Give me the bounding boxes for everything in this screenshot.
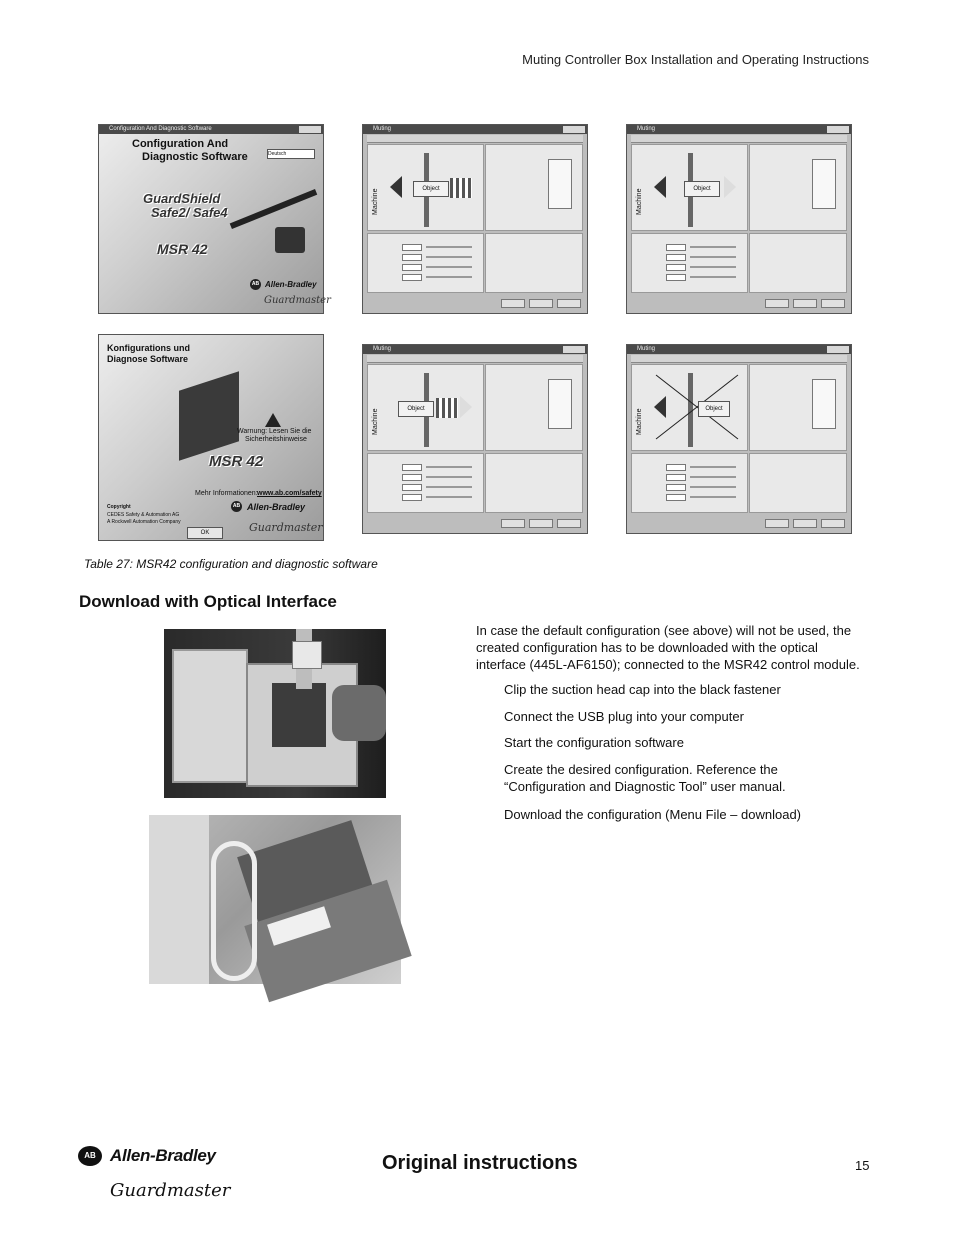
arrow-left-icon xyxy=(654,176,666,198)
allen-bradley-logo-icon: AB xyxy=(231,501,242,512)
window-controls xyxy=(563,126,585,133)
window-titlebar xyxy=(99,125,323,134)
window-titlebar xyxy=(627,345,851,354)
cancel-button xyxy=(793,519,817,528)
window-controls xyxy=(299,126,321,133)
splash-title-line2: Diagnostic Software xyxy=(142,151,248,163)
machine-label: Machine xyxy=(372,408,379,435)
additional-settings-panel xyxy=(485,233,583,293)
object-box: Object xyxy=(684,181,720,197)
safecss-box xyxy=(548,379,572,429)
step-item: Connect the USB plug into your computer xyxy=(504,709,744,724)
hand-image xyxy=(332,685,386,741)
footer-title: Original instructions xyxy=(382,1152,578,1174)
light-curtain-image xyxy=(230,189,318,229)
additional-settings-panel xyxy=(749,233,847,293)
machine-label: Machine xyxy=(636,408,643,435)
window-controls xyxy=(563,346,585,353)
product-safe: Safe2/ Safe4 xyxy=(151,205,228,220)
conveyor-pattern xyxy=(436,398,458,418)
step-item: Clip the suction head cap into the black fastener xyxy=(504,682,781,697)
copyright-heading: Copyright xyxy=(107,504,131,510)
muting-application-panel xyxy=(631,144,748,231)
guardmaster-wordmark: Guardmaster xyxy=(249,521,323,534)
help-button xyxy=(821,299,845,308)
tab-strip xyxy=(367,135,583,143)
window-controls xyxy=(827,126,849,133)
object-box: Object xyxy=(398,401,434,417)
warning-icon xyxy=(265,413,281,427)
step-item: Start the configuration software xyxy=(504,735,684,750)
product-guardshield: GuardShield xyxy=(143,191,221,206)
time-settings-panel xyxy=(631,233,748,293)
splash-title-line1: Konfigurations und xyxy=(107,343,190,353)
safety-url-link: www.ab.com/safety xyxy=(257,490,322,497)
msr42-module-image xyxy=(179,371,239,460)
enclosure-wall-image xyxy=(149,815,209,984)
screenshot-splash-german xyxy=(98,334,324,541)
screenshot-muting-3 xyxy=(362,344,588,534)
window-controls xyxy=(827,346,849,353)
machine-label: Machine xyxy=(372,188,379,215)
warning-line2: Sicherheitshinweise xyxy=(245,436,307,443)
time-settings-panel xyxy=(367,233,484,293)
guardmaster-wordmark: Guardmaster xyxy=(264,295,331,306)
ok-button xyxy=(501,299,525,308)
tab-strip xyxy=(631,355,847,363)
window-titlebar xyxy=(627,125,851,134)
photo-msr42-closeup xyxy=(149,815,401,984)
additional-settings-panel xyxy=(749,453,847,513)
photo-optical-interface-in-box xyxy=(164,629,386,798)
ok-button xyxy=(765,299,789,308)
control-module-image xyxy=(272,683,326,747)
tab-strip xyxy=(367,355,583,363)
ok-button xyxy=(765,519,789,528)
arrow-right-icon xyxy=(460,396,472,418)
screenshot-splash-english xyxy=(98,124,331,314)
copyright-line2: A Rockwell Automation Company xyxy=(107,519,181,525)
muting-application-panel xyxy=(367,364,484,451)
screenshot-muting-1 xyxy=(362,124,588,314)
connecting-diagram-panel xyxy=(485,144,583,231)
guardmaster-wordmark: Guardmaster xyxy=(110,1180,231,1201)
window-title: Configuration And Diagnostic Software xyxy=(109,126,212,132)
allen-bradley-wordmark: Allen-Bradley xyxy=(265,280,317,289)
running-header: Muting Controller Box Installation and Operating Instructions xyxy=(522,52,869,67)
window-title: Muting xyxy=(637,346,656,352)
ok-button: OK xyxy=(187,527,223,539)
help-button xyxy=(557,519,581,528)
splash-title-line2: Diagnose Software xyxy=(107,354,189,364)
screenshot-muting-2 xyxy=(626,124,852,314)
window-title: Muting xyxy=(373,346,392,352)
cancel-button xyxy=(793,299,817,308)
intro-paragraph: In case the default configuration (see above) will not be used, the created configuration has to be downloaded with the optical interface (445L-AF6150); connected to the MSR42 control module. xyxy=(476,623,860,672)
ok-button xyxy=(501,519,525,528)
object-box: Object xyxy=(698,401,730,417)
machine-label: Machine xyxy=(636,188,643,215)
cancel-button xyxy=(529,299,553,308)
product-msr42: MSR 42 xyxy=(209,453,264,470)
more-info-label: Mehr Informationen: xyxy=(195,490,258,497)
allen-bradley-logo-icon: AB xyxy=(250,279,261,290)
safecss-box xyxy=(548,159,572,209)
cancel-button xyxy=(529,519,553,528)
page-number: 15 xyxy=(855,1158,870,1173)
msr42-module-image xyxy=(275,227,305,253)
conveyor-pattern xyxy=(450,178,472,198)
language-select: Deutsch xyxy=(267,149,315,159)
help-button xyxy=(821,519,845,528)
arrow-left-icon xyxy=(390,176,402,198)
time-settings-panel xyxy=(631,453,748,513)
arrow-left-icon xyxy=(654,396,666,418)
help-button xyxy=(557,299,581,308)
muting-application-panel xyxy=(631,364,748,451)
additional-settings-panel xyxy=(485,453,583,513)
table-caption: Table 27: MSR42 configuration and diagnostic software xyxy=(84,557,378,571)
connecting-diagram-panel xyxy=(485,364,583,451)
copyright-line1: CEDES Safety & Automation AG xyxy=(107,512,180,518)
product-msr42: MSR 42 xyxy=(157,241,208,257)
window-title: Muting xyxy=(637,126,656,132)
cable-image xyxy=(211,841,257,981)
tab-strip xyxy=(631,135,847,143)
time-settings-panel xyxy=(367,453,484,513)
allen-bradley-wordmark: Allen-Bradley xyxy=(110,1146,216,1165)
object-box: Object xyxy=(413,181,449,197)
splash-title-line1: Configuration And xyxy=(132,138,229,150)
allen-bradley-wordmark: Allen-Bradley xyxy=(247,502,306,512)
safecss-box xyxy=(812,159,836,209)
box-lid-image xyxy=(172,649,248,783)
connecting-diagram-panel xyxy=(749,364,847,451)
warning-line1: Warnung: Lesen Sie die xyxy=(237,428,312,435)
screenshot-muting-4 xyxy=(626,344,852,534)
allen-bradley-logo-icon: AB xyxy=(78,1146,102,1166)
section-heading: Download with Optical Interface xyxy=(79,592,337,611)
safecss-box xyxy=(812,379,836,429)
muting-application-panel xyxy=(367,144,484,231)
window-titlebar xyxy=(363,345,587,354)
window-title: Muting xyxy=(373,126,392,132)
arrow-right-icon xyxy=(724,176,736,198)
step-item: Create the desired configuration. Reference the “Configuration and Diagnostic Tool” user manual. xyxy=(504,762,786,794)
connecting-diagram-panel xyxy=(749,144,847,231)
step-item: Download the configuration (Menu File – download) xyxy=(504,807,802,822)
window-titlebar xyxy=(363,125,587,134)
optical-interface-label-image xyxy=(292,641,322,669)
